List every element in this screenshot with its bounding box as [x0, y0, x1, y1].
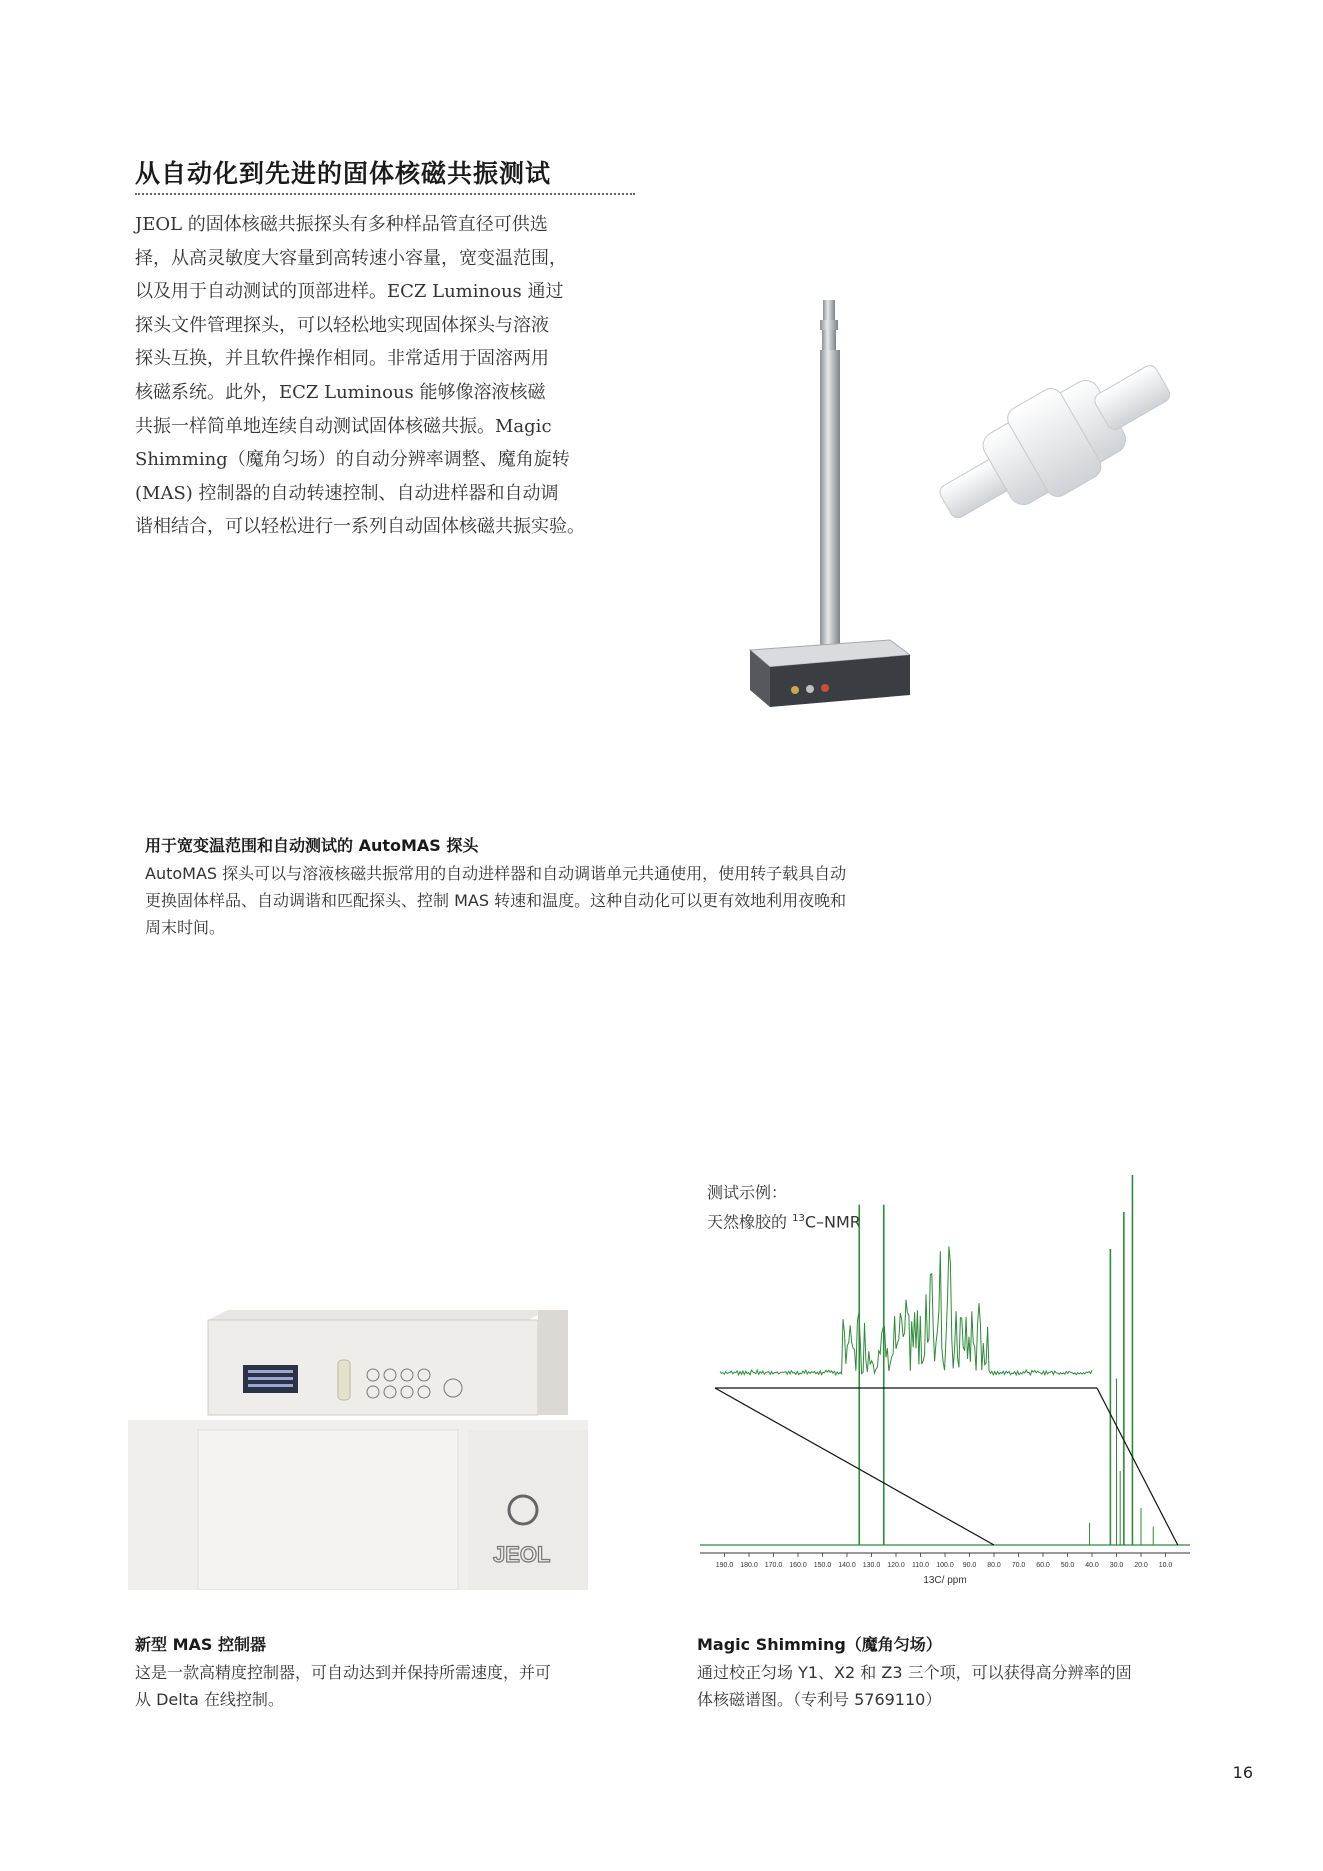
x-tick-label: 180.0 [740, 1562, 758, 1569]
intro-line: 以及用于自动测试的顶部进样。ECZ Luminous 通过 [135, 281, 564, 303]
intro-line: 探头文件管理探头，可以轻松地实现固体探头与溶液 [135, 314, 549, 336]
spectrum-note-line2: 天然橡胶的 $^{13}$C–NMR [707, 1212, 861, 1232]
x-tick-label: 20.0 [1134, 1562, 1148, 1569]
automas-body-line: 更换固体样品、自动调谐和匹配探头、控制 MAS 转速和温度。这种自动化可以更有效地利用夜晚和 [145, 891, 847, 910]
x-tick-label: 100.0 [936, 1562, 954, 1569]
x-tick-label: 130.0 [862, 1562, 881, 1569]
controller-heading: 新型 MAS 控制器 [135, 1635, 266, 1654]
automas-probe-photo [740, 295, 1170, 735]
intro-line: 核磁系统。此外，ECZ Luminous 能够像溶液核磁 [135, 381, 546, 403]
x-tick-label: 40.0 [1085, 1562, 1099, 1569]
shimming-body-line: 通过校正匀场 Y1、X2 和 Z3 三个项，可以获得高分辨率的固 [697, 1663, 1132, 1682]
controller-body-line: 从 Delta 在线控制。 [135, 1690, 284, 1709]
page-number: 16 [1232, 1763, 1253, 1782]
x-tick-label: 170.0 [764, 1562, 783, 1569]
zoom-connector-left [715, 1388, 994, 1545]
automas-body-line: 周末时间。 [145, 918, 226, 937]
shimming-body-line: 体核磁谱图。（专利号 5769110） [697, 1690, 942, 1709]
intro-line: 谐相结合，可以轻松进行一系列自动固体核磁共振实验。 [135, 516, 585, 538]
jeol-logo: JEOL [493, 1542, 551, 1567]
mas-controller-photo [128, 1300, 588, 1590]
x-tick-label: 80.0 [987, 1562, 1001, 1569]
controller-body-line: 这是一款高精度控制器，可自动达到并保持所需速度，并可 [135, 1663, 552, 1682]
inset-spectrum-trace [720, 1246, 1092, 1375]
zoom-connector-right [1097, 1388, 1178, 1545]
spectrum-note-line1: 测试示例： [707, 1183, 788, 1202]
controller-body [135, 1659, 551, 1713]
shimming-body [697, 1659, 1132, 1713]
x-tick-label: 110.0 [912, 1562, 929, 1569]
x-tick-label: 120.0 [887, 1562, 905, 1569]
x-axis-label: 13C/ ppm [923, 1575, 967, 1586]
intro-paragraph [135, 208, 637, 544]
x-tick-label: 30.0 [1109, 1562, 1124, 1569]
x-tick-label: 150.0 [813, 1562, 832, 1569]
intro-line: 共振一样简单地连续自动测试固体核磁共振。Magic [135, 415, 552, 437]
x-tick-label: 50.0 [1060, 1562, 1075, 1569]
intro-line: 择，从高灵敏度大容量到高转速小容量，宽变温范围， [135, 247, 567, 269]
x-tick-label: 190.0 [715, 1562, 734, 1569]
x-tick-label: 160.0 [789, 1562, 807, 1569]
intro-line: (MAS) 控制器的自动转速控制、自动进样器和自动调 [135, 482, 559, 504]
x-tick-label: 70.0 [1011, 1562, 1026, 1569]
dotted-divider [135, 193, 635, 195]
x-tick-label: 60.0 [1036, 1562, 1050, 1569]
automas-heading: 用于宽变温范围和自动测试的 AutoMAS 探头 [145, 836, 479, 855]
shimming-heading: Magic Shimming（魔角匀场） [697, 1635, 942, 1654]
section-title: 从自动化到先进的固体核磁共振测试 [135, 159, 552, 188]
x-tick-label: 10.0 [1158, 1562, 1173, 1569]
automas-body [145, 860, 846, 941]
x-tick-label: 140.0 [838, 1562, 856, 1569]
automas-body-line: AutoMAS 探头可以与溶液核磁共振常用的自动进样器和自动调谐单元共通使用，使用转子载具自动 [145, 864, 847, 883]
intro-line: Shimming（魔角匀场）的自动分辨率调整、魔角旋转 [135, 449, 570, 471]
nmr-spectrum-chart [690, 1165, 1210, 1605]
intro-line: 探头互换，并且软件操作相同。非常适用于固溶两用 [135, 348, 549, 370]
intro-line: JEOL 的固体核磁共振探头有多种样品管直径可供选 [135, 214, 548, 235]
x-tick-label: 90.0 [962, 1562, 977, 1569]
